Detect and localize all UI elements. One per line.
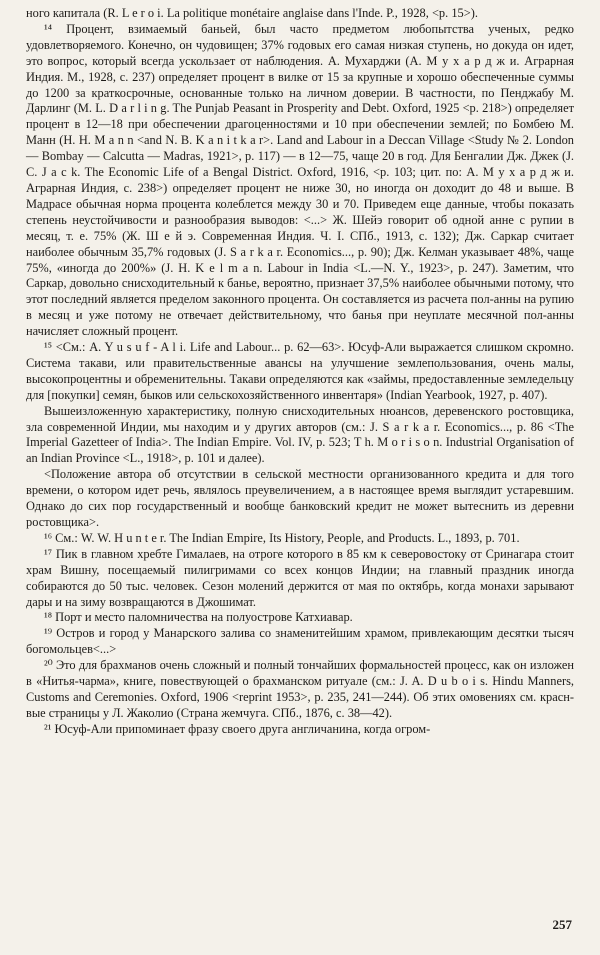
footnote-14: ¹⁴ Процент, взимаемый баньей, был часто предметом любопытства ученых, редко удовлетворяемого. Конечно, он чудовищен; 37% годовых его самая низкая ступень, но докуда он идет, это вопрос, который всегда ускользает от наблюдения. А. Мухарджи (А. М у х а р д ж и. Аграрная Индия. М., 1928, с. 237) определяет процент в вилке от 15 за крупные и хорошо обеспеченные суммы до 1200 за краткосрочные, основанные только на личном доверии. В частности, по Пенджабу М. Дарлинг (M. L. D a r l i n g. The Punjab Peasant in Prosperity and Debt. Oxford, 1925 <p. 218>) определяет процент в 12—18 при обеспечении драгоценностями и 10 при обеспечении землей; по Бомбею М. Манн (H. H. M a n n <and N. B. K a n i t k a r>. Land and Labour in a Deccan Village <Study № 2. London — Bombay — Calcutta — Madras, 1921>, p. 117) — в 12—75, чаще 20 в год. Для Бенгалии Дж. Джек (J. C. J a c k. The Economic Life of a Bengal District. Oxford, 1916, <p. 103; цит. по: А. М у х а р д ж и. Аграрная Индия, с. 238>) определяет процент не ниже 30, но иногда он доходит до 48 и выше. В Мадрасе обычная норма процента колеблется между 30 и 70. Приведем еще данные, чтобы показать степень неустойчивости и разнообразия выводов: <...> Ж. Шейэ говорит об одной анне с рупии в месяц, т. е. 75% (Ж. Ш е й э. Современная Индия. Ч. I. СПб., 1913, с. 132); Дж. Саркар считает наиболее обычным 35,7% годовых (J. S a r k a r. Economics..., p. 90); Дж. Келман указывает 48%, чаще 75%, «иногда до 200%» (J. H. K e l m a n. Labour in India <L.—N. Y., 1923>, p. 247). Заметим, что Саркар, довольно снисходительный к банье, вероятно, признает 37,5% наиболее обычными потому, что этот последний является пределом законного процента. Он составляется из расчета пол-анны на рупию в месяц и уже потому не отвечает действительному, что банья при неуплате месячной пол-анны начисляет сложный процент. bbox=[26, 21, 574, 339]
footnote-15-continuation: Вышеизложенную характеристику, полную снисходительных нюансов, деревенского ростовщика, зла современной Индии, мы находим и у других авторов (см.: J. S a r k a r. Economics..., p. 86 <The Imperial Gazetteer of India>. The Indian Empire. Vol. IV, p. 523; T h. M o r i s o n. Industrial Organisation of an Indian Province <L., 1918>, p. 101 и далее). bbox=[26, 403, 574, 466]
editor-note: <Положение автора об отсутствии в сельской местности организованного кредита и для того времени, о котором идет речь, являлось преувеличением, а в настоящее время выглядит устаревшим. Однако до сих пор государственный и вообще банковский кредит не может вытеснить из деревни ростовщика>. bbox=[26, 467, 574, 529]
footnote-20: ²⁰ Это для брахманов очень сложный и полный тончайших формальностей процесс, как он изложен в «Нитья-чарма», книге, повествующей о брахманском ритуале (см.: J. A. D u b o i s. Hindu Manners, Customs and Ceremonies. Oxford, 1906 <reprint 1953>, p. 235, 241—244). Об этих омовениях см. краснвые страницы у Л. Жаколио (Страна жемчуга. СПб., 1876, с. 38—42). bbox=[26, 658, 574, 720]
footnote-19: ¹⁹ Остров и город у Манарского залива со знаменитейшим храмом, привлекающим десятки тысяч богомольцев<...> bbox=[26, 626, 574, 657]
page-number: 257 bbox=[552, 917, 572, 932]
footnote-continuation: ного капитала (R. L e r o i. La politique monétaire anglaise dans l'Inde. P., 1928, <p. 15>). bbox=[26, 6, 478, 20]
footnote-15: ¹⁵ <См.: A. Y u s u f - A l i. Life and Labour... p. 62—63>. Юсуф-Али выражается слишком скромно. Система такави, или правительственные авансы на улучшение землепользования, очень малы, высокопроцентны и обременительны. Такави определяются как «займы, предоставленные земледельцу для [покупки] семян, быков или сельскохозяйственного инвентаря» (Indian Yearbook, 1927, p. 407). bbox=[26, 340, 574, 402]
footnote-16: ¹⁶ См.: W. W. H u n t e r. The Indian Empire, Its History, People, and Products. L., 1893, p. 701. bbox=[44, 530, 520, 545]
footnote-17: ¹⁷ Пик в главном хребте Гималаев, на отроге которого в 85 км к северовостоку от Сринагара стоит храм Вишну, посещаемый пилигримами со всех концов Индии; на главный праздник иногда собираются до 50 тыс. человек. Сезон молений держится от мая по октябрь, когда монахи зарывают дары и на зиму возвращаются в Джошимат. bbox=[26, 546, 574, 609]
footnote-18: ¹⁸ Порт и место паломничества на полуострове Катхиавар. bbox=[44, 610, 353, 625]
footnote-21: ²¹ Юсуф-Али припоминает фразу своего друга англичанина, когда огром- bbox=[44, 721, 431, 736]
